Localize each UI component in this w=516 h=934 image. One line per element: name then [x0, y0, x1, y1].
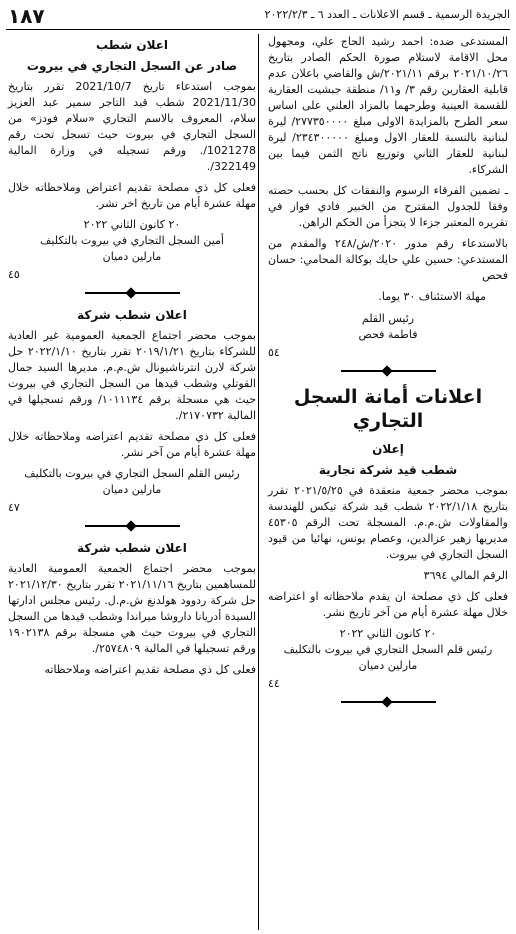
column-divider — [258, 34, 259, 930]
notice-trader-removal — [8, 37, 256, 283]
signature-name: مارلين دميان — [102, 483, 162, 496]
signature-name: مارلين دميان — [102, 250, 162, 263]
notice-paragraph: بموجب محضر اجتماع الجمعية العمومية العادية للمساهمين بتاريخ ٢٠٢١/١١/١٦ تقرر بتاريخ ٢٠٢١/١٢/٣٠ حل شركة ردوود هولدنغ ش.م.ل. رئيس مجلس ادارتها السيدة أدريانا داروشا ميراندا وشطب قيدها من السجل التجاري في بيروت حيث هي مسجلة برقم ١٩٠٢١٣٨ ورقم تسجيلها في المالية ٢٥٧٤٨٠٩/. — [8, 562, 256, 655]
notice-paragraph: فعلى كل ذي مصلحة تقديم اعتراضه وملاحظاته خلال مهلة عشرة أيام من آخر نشر. — [8, 430, 256, 459]
header-rule — [6, 29, 510, 30]
notice-paragraph: بموجب محضر اجتماع الجمعية العمومية غير العادية للشركاء بتاريخ ٢٠١٩/١/٢١ تقرر بتاريخ ٢٠٢٢/١/١٠ حل شركة لارن انترناشيونال ش.م.م. مديرها السيد جمال القوتلي وشطب قيدها من السجل التجاري في بيروت حيث هي مسجلة برقم ١٠١١١٣٤/ ورقم تسجيلها في المالية ٢١٧٠٧٣٢/. — [8, 329, 256, 422]
signature-name: فاطمة فحص — [358, 328, 418, 341]
notice-title: اعلان شطب شركة — [77, 541, 187, 555]
running-title: الجريدة الرسمية ـ قسم الاعلانات ـ العدد ٦ ـ ٢٠٢٢/٢/٣ — [264, 8, 510, 21]
notice-paragraph: فعلى كل ذي مصلحة تقديم اعتراض وملاحظاته خلال مهلة عشرة أيام من تاريخ اخر نشر. — [8, 181, 256, 210]
notice-number: ٥٤ — [268, 346, 280, 359]
notice-paragraph: مهلة الاستئناف ٣٠ يوما. — [378, 290, 486, 303]
separator-ornament — [85, 522, 180, 530]
separator-ornament — [341, 698, 436, 706]
notice-number: ٤٤ — [268, 677, 280, 690]
notice-paragraph: المستدعى ضده: احمد رشيد الحاج علي، ومجهول محل الاقامة لاستلام صورة الحكم الصادر بتاريخ ٢٠٢١/١٠/٢٦ برقم ٢٠٢١/١١/ش والقاضي باعلان عدم قابلية العقارين رقم ٣/ و١١/ منطقة جبشيت العقارية للقسمة العينية وطرحهما بالمزاد العلني على اساس سعر الطرح بالمزايدة الاولى مبلغ ٢٧٧٣٥٠٠٠٠/ ليرة لبنانية بالنسبة للعقار الاول ومبلغ ٢٣٤٣٠٠٠٠٠/ ليرة لبنانية للعقار الثاني وتوزيع ناتج الثمن فيما بين الشركاء. — [268, 35, 508, 176]
notice-paragraph: الرقم المالي ٣٦٩٤ — [423, 569, 508, 582]
separator-ornament — [85, 289, 180, 297]
notice-number: ٤٥ — [8, 268, 20, 281]
notice-date: ٢٠ كانون الثاني ٢٠٢٢ — [83, 218, 181, 231]
notice-label: اعلان شطب — [95, 38, 169, 52]
notice-company-dissolution — [8, 540, 256, 678]
notice-paragraph: بموجب محضر جمعية منعقدة في ٢٠٢١/٥/٢٥ تقرر بتاريخ ٢٠٢٢/١/١٨ شطب قيد شركة تيكس للهندسة والمقاولات ش.م.م. المسجلة تحت الرقم ٤٥٣٠٥ مديريها زهير عزالدين، وعصام يونس، نهائيا من قيود السجل التجاري في بيروت. — [268, 484, 508, 561]
right-column — [268, 34, 508, 930]
notice-paragraph: فعلى كل ذي مصلحة ان يقدم ملاحظاته او اعتراضه خلال مهلة عشرة أيام من آخر تاريخ نشر. — [268, 590, 508, 619]
section-title: اعلانات أمانة السجل التجاري — [293, 386, 483, 432]
notice-title: اعلان شطب شركة — [77, 308, 187, 322]
signature-title: رئيس القلم السجل التجاري في بيروت بالتكليف — [24, 467, 240, 480]
signature-title: رئيس القلم — [361, 312, 415, 325]
notice-title: صادر عن السجل التجاري في بيروت — [26, 59, 238, 73]
notice-paragraph: بالاستدعاء رقم مدور ٢٠٢٠/ش/٢٤٨ والمقدم من المستدعي: حسين علي حايك بوكالة المحامي: حسان فحص — [268, 237, 508, 282]
left-column — [8, 34, 256, 930]
notice-judgment — [268, 34, 508, 361]
notice-paragraph: بموجب استدعاء تاريخ 2021/10/7 تقرر بتاريخ 2021/11/30 شطب قيد التاجر سمير عبد العزيز سلام، المعروف بالاسم التجاري «سلام فودز» من السجل التجاري في بيروت حيث تسجل تحت رقم 1021278/. ورقم تسجيله في وزارة المالية 322149/. — [8, 80, 256, 173]
page-header — [6, 4, 510, 26]
separator-ornament — [341, 367, 436, 375]
notice-date: ٢٠ كانون الثاني ٢٠٢٢ — [339, 627, 437, 640]
notice-paragraph: فعلى كل ذي مصلحة تقديم اعتراضه وملاحظاته — [44, 663, 256, 676]
notice-company-removal — [268, 441, 508, 692]
signature-title: رئيس قلم السجل التجاري في بيروت بالتكليف — [283, 643, 493, 656]
page-number: ١٨٧ — [8, 4, 45, 28]
notice-title: شطب قيد شركة تجارية — [318, 463, 458, 477]
notice-paragraph: ـ تضمين الفرقاء الرسوم والنفقات كل بحسب حصته وفقا للجدول المقترح من الخبير فادي فواز في تقريره المعتبر جزءا لا يتجزأ من الحكم الراهن. — [268, 184, 508, 229]
notice-number: ٤٧ — [8, 501, 20, 514]
signature-name: مارلين دميان — [358, 659, 418, 672]
notice-label: إعلان — [372, 442, 404, 456]
signature-title: أمين السجل التجاري في بيروت بالتكليف — [40, 234, 224, 247]
notice-company-dissolution — [8, 307, 256, 516]
